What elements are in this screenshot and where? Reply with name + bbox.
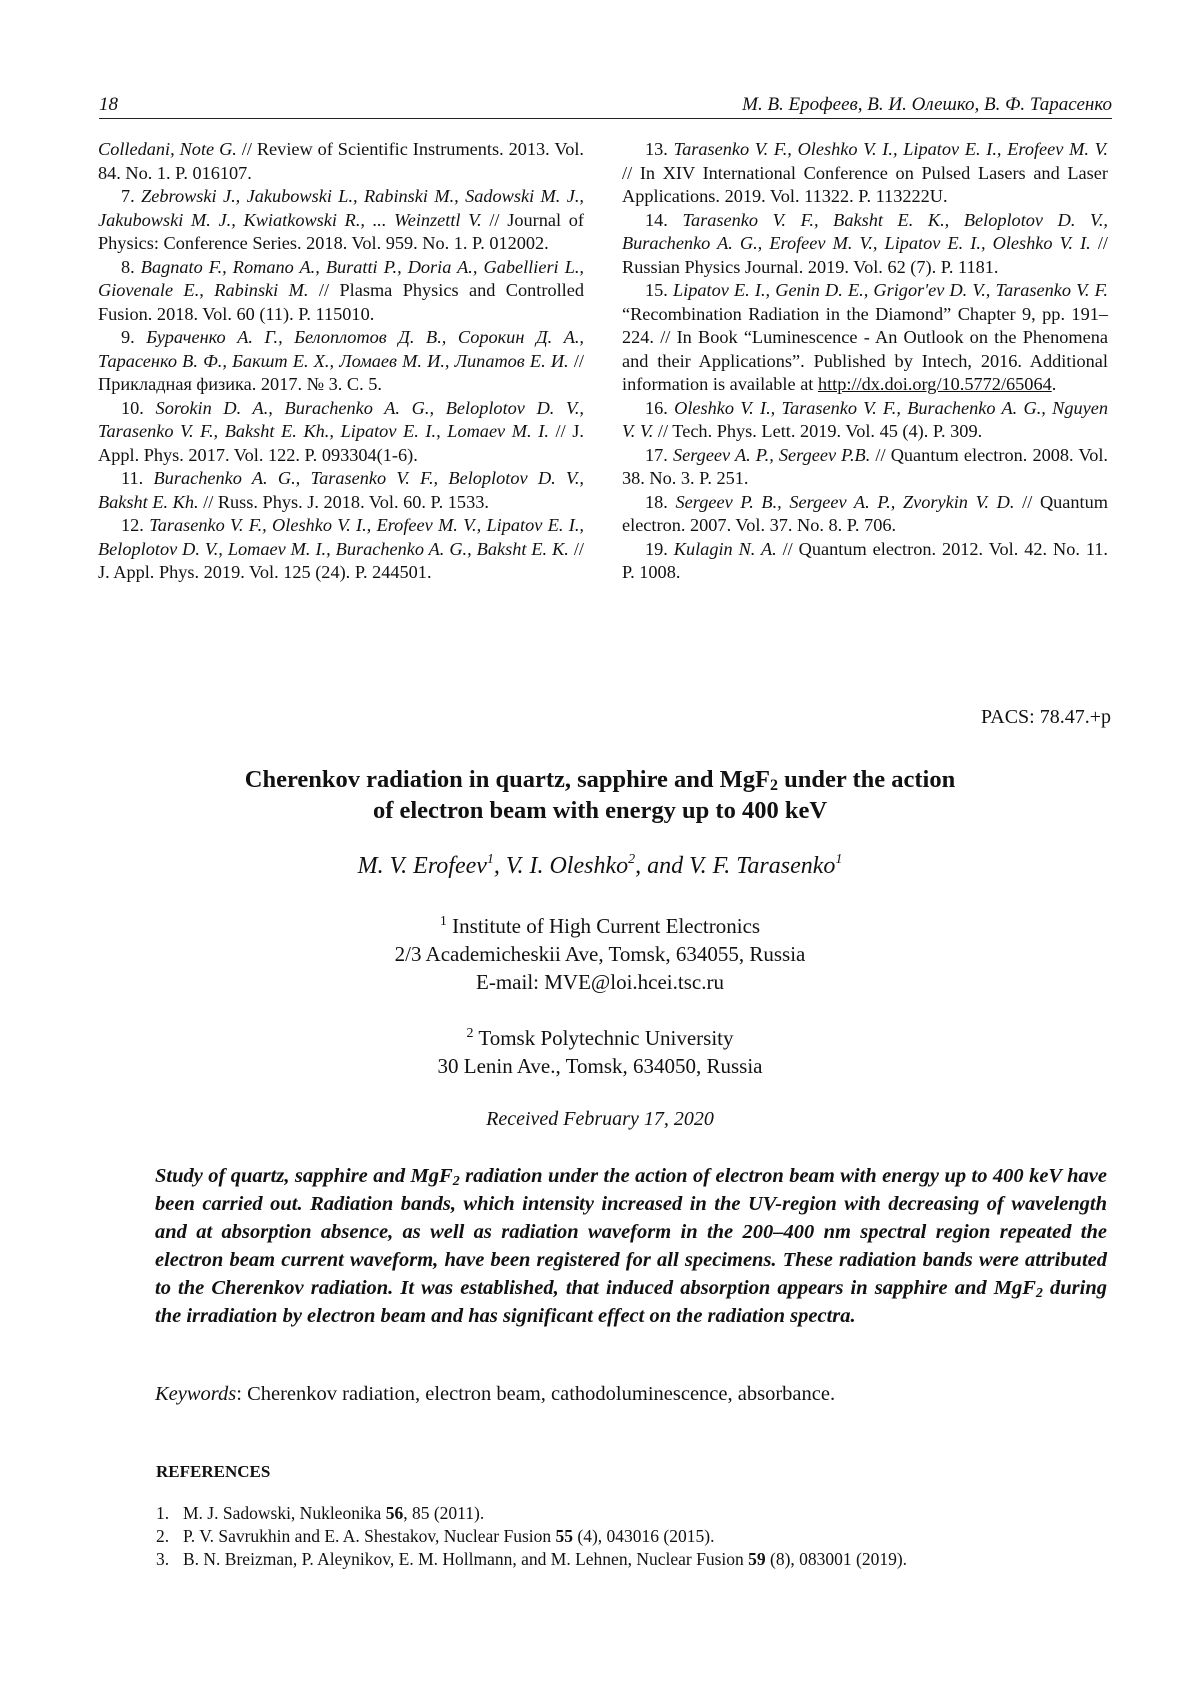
reference-10: 10. Sorokin D. A., Burachenko A. G., Beloplotov D. V., Tarasenko V. F., Baksht E. Kh., Lipatov E. I., Lomaev M. I. // J. Appl. Phys. 2017. Vol. 122. P. 093304(1-6). xyxy=(98,397,585,465)
abstract: Study of quartz, sapphire and MgF$_2$ radiation under the action of electron beam with energy up to 400 keV have been carried out. Radiation bands, which intensity increased in the UV-region with decreasing of wavelength and at absorption absence, as well as radiation waveform in the 200–400 nm spectral region repeated the electron beam current waveform, have been registered for all specimens. These radiation bands were attributed to the Cherenkov radiation. It was established, that induced absorption appears in sapphire and MgF$_2$ during the irradiation by electron beam and has significant effect on the radiation spectra. xyxy=(155,1165,1107,1327)
references-heading: REFERENCES xyxy=(156,1462,271,1481)
reference-16: 16. Oleshko V. I., Tarasenko V. F., Burachenko A. G., Nguyen V. V. // Tech. Phys. Lett. 2019. Vol. 45 (4). P. 309. xyxy=(622,397,1108,441)
reference-8: 8. Bagnato F., Romano A., Buratti P., Doria A., Gabellieri L., Giovenale E., Rabinski M. // Plasma Physics and Controlled Fusion. 2018. Vol. 60 (11). P. 115010. xyxy=(98,256,585,324)
reference-14: 14. Tarasenko V. F., Baksht E. K., Beloplotov D. V., Burachenko A. G., Erofeev M. V., Lipatov E. I., Oleshko V. I. // Russian Physics Journal. 2019. Vol. 62 (7). P. 1181. xyxy=(622,209,1108,277)
title-line-1: Cherenkov radiation in quartz, sapphire and MgF$_2$ under the action xyxy=(244,766,956,794)
running-header xyxy=(99,94,1112,119)
reference-continued: Colledani, Note G. // Review of Scientific Instruments. 2013. Vol. 84. No. 1. P. 016107. xyxy=(98,139,584,183)
reference-18: 18. Sergeev P. B., Sergeev A. P., Zvorykin V. D. // Quantum electron. 2007. Vol. 37. No. 8. P. 706. xyxy=(622,491,1108,535)
reference-15: 15. Lipatov E. I., Genin D. E., Grigor'ev D. V., Tarasenko V. F. “Recombination Radiation in the Diamond” Chapter 9, pp. 191–224. // In Book “Luminescence - An Outlook on the Phenomena and their Applications”. Published by Intech, 2016. Additional information is available at http://dx.doi.org/10.5772/65064. xyxy=(622,280,1109,394)
pacs-code: PACS: 78.47.+p xyxy=(980,706,1111,728)
reference-9: 9. Бураченко А. Г., Белоплотов Д. В., Сорокин Д. А., Тарасенко В. Ф., Бакшт Е. Х., Ломаев М. И., Липатов Е. И. // Прикладная физика. 2017. № 3. С. 5. xyxy=(98,327,585,394)
doi-link[interactable]: http://dx.doi.org/10.5772/65064 xyxy=(817,374,1052,394)
affiliation-2: $^2$ Tomsk Polytechnic University 30 Lenin Ave., Tomsk, 634050, Russia xyxy=(437,1026,763,1078)
author-email: E-mail: MVE@loi.hcei.tsc.ru xyxy=(476,970,724,994)
list-item: 1. M. J. Sadowski, Nukleonika 56, 85 (2011). xyxy=(156,1503,485,1523)
list-item: 2. P. V. Savrukhin and E. A. Shestakov, Nuclear Fusion 55 (4), 043016 (2015). xyxy=(156,1526,715,1546)
received-date: Received February 17, 2020 xyxy=(486,1108,714,1130)
reference-12: 12. Tarasenko V. F., Oleshko V. I., Erofeev M. V., Lipatov E. I., Beloplotov D. V., Lomaev M. I., Burachenko A. G., Baksht E. K. // J. Appl. Phys. 2019. Vol. 125 (24). P. 244501. xyxy=(98,515,585,582)
reference-17: 17. Sergeev A. P., Sergeev P.B. // Quantum electron. 2008. Vol. 38. No. 3. P. 251. xyxy=(622,444,1109,488)
reference-7: 7. Zebrowski J., Jakubowski L., Rabinski M., Sadowski M. J., Jakubowski M. J., Kwiatkowski R., ... Weinzettl V. // Journal of Physics: Conference Series. 2018. Vol. 959. No. 1. P. 012002. xyxy=(98,186,585,253)
reference-11: 11. Burachenko A. G., Tarasenko V. F., Beloplotov D. V., Baksht E. Kh. // Russ. Phys. J. 2018. Vol. 60. P. 1533. xyxy=(98,468,584,512)
references-list xyxy=(156,1502,1106,1571)
list-item: 3. B. N. Breizman, P. Aleynikov, E. M. Hollmann, and M. Lehnen, Nuclear Fusion 59 (8), 083001 (2019). xyxy=(156,1549,908,1569)
title-line-2: of electron beam with energy up to 400 keV xyxy=(372,797,828,824)
left-reference-column xyxy=(98,138,584,585)
page-number: 18 xyxy=(99,94,118,115)
right-reference-column xyxy=(622,138,1108,585)
keywords: Keywords: Cherenkov radiation, electron beam, cathodoluminescence, absorbance. xyxy=(155,1383,836,1405)
affiliation-1: $^1$ Institute of High Current Electronics 2/3 Academicheskii Ave, Tomsk, 634055, Russia E-mail: MVE@loi.hcei.tsc.ru xyxy=(100,912,1100,996)
running-authors: М. В. Ерофеев, В. И. Олешко, В. Ф. Тарасенко xyxy=(742,94,1112,115)
reference-19: 19. Kulagin N. A. // Quantum electron. 2012. Vol. 42. No. 11. P. 1008. xyxy=(622,538,1108,582)
article-authors: M. V. Erofeev$^1$, V. I. Oleshko$^2$, and V. F. Tarasenko$^1$ xyxy=(357,852,843,879)
article-title xyxy=(100,764,1100,826)
reference-13: 13. Tarasenko V. F., Oleshko V. I., Lipatov E. I., Erofeev M. V. // In XIV International Conference on Pulsed Lasers and Laser Applications. 2019. Vol. 11322. P. 113222U. xyxy=(622,139,1109,206)
